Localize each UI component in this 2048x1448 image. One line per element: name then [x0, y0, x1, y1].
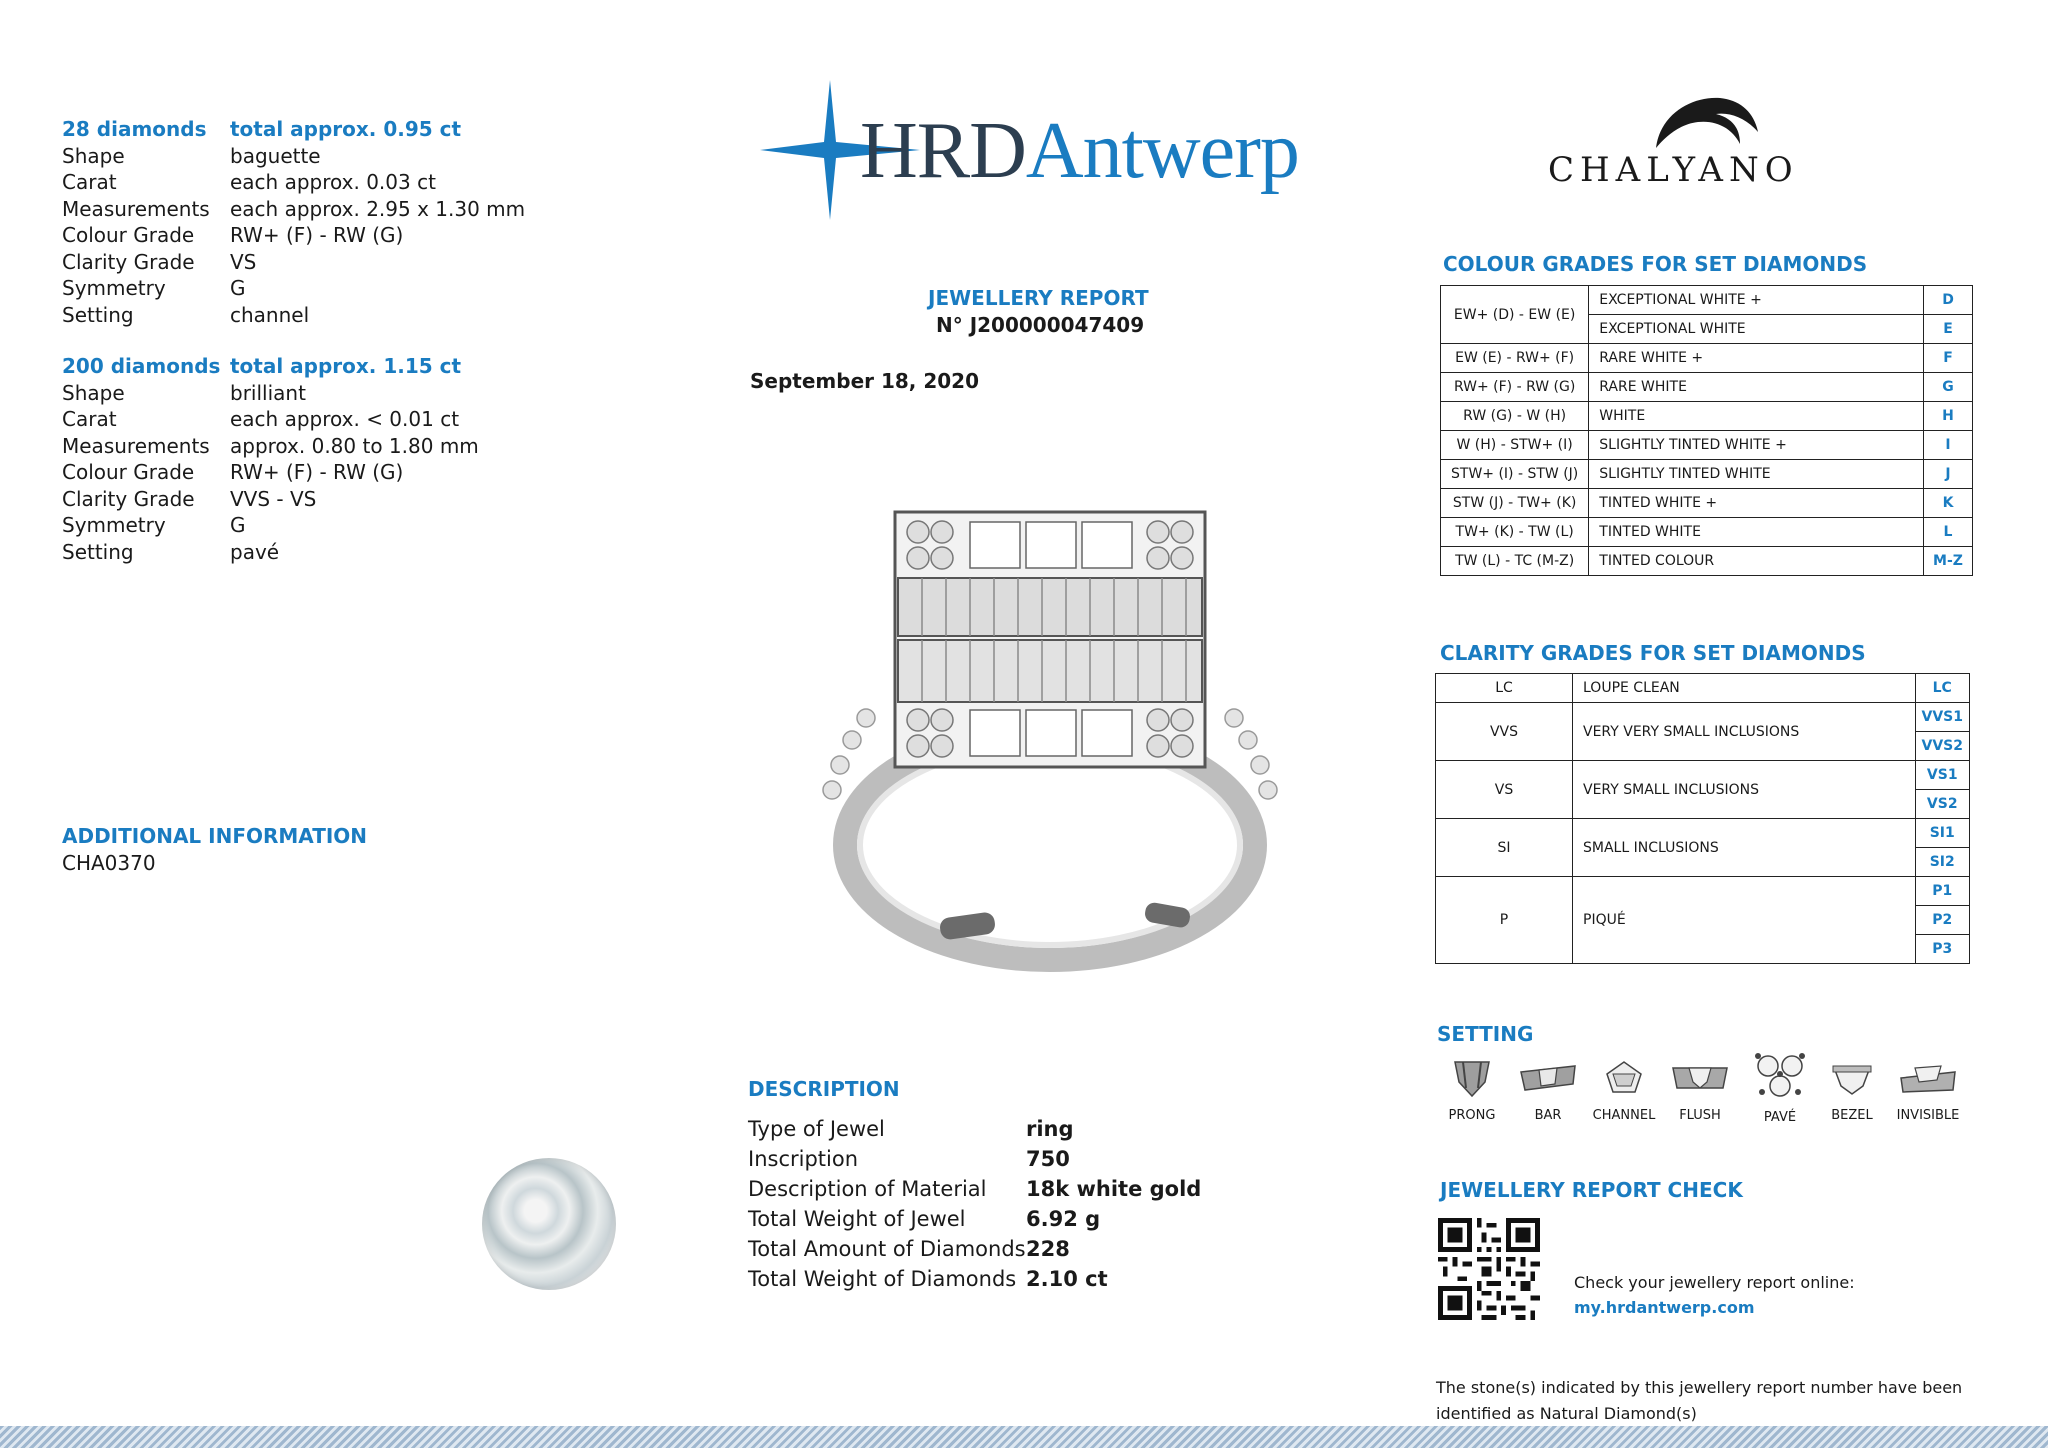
table-row [1441, 286, 1973, 315]
grade-code: VS2 [1915, 790, 1970, 819]
grade-name: TINTED WHITE [1589, 518, 1924, 547]
description-row [748, 1264, 1201, 1294]
field-label: Clarity Grade [62, 486, 195, 511]
ring-photo [810, 500, 1290, 980]
grade-code: H [1924, 402, 1973, 431]
field-value: G [230, 276, 246, 300]
setting-flush [1660, 1058, 1740, 1123]
grade-name: VERY VERY SMALL INCLUSIONS [1573, 703, 1916, 761]
field-value: each approx. < 0.01 ct [230, 407, 460, 431]
group-header [62, 353, 479, 380]
grade-name: RARE WHITE + [1589, 344, 1924, 373]
range-cell: STW+ (I) - STW (J) [1441, 460, 1589, 489]
report-check-link[interactable]: my.hrdantwerp.com [1574, 1298, 1755, 1317]
qr-code[interactable] [1438, 1218, 1540, 1320]
setting-bar [1508, 1058, 1588, 1123]
range-cell: TW+ (K) - TW (L) [1441, 518, 1589, 547]
field-value: VVS - VS [230, 486, 317, 511]
qr-code-icon [1438, 1218, 1540, 1320]
field-value: 2.10 ct [1026, 1267, 1108, 1291]
table-row [1436, 819, 1970, 848]
setting-label: CHANNEL [1592, 1108, 1656, 1123]
field-value: 228 [1026, 1237, 1070, 1261]
range-cell: RW (G) - W (H) [1441, 402, 1589, 431]
setting-bezel [1812, 1058, 1892, 1123]
setting-invisible [1888, 1058, 1968, 1123]
grade-name: EXCEPTIONAL WHITE [1589, 315, 1924, 344]
additional-info-value: CHA0370 [62, 851, 156, 875]
additional-info-title: ADDITIONAL INFORMATION [62, 824, 368, 848]
setting-label: INVISIBLE [1896, 1108, 1960, 1123]
bezel-setting-icon [1829, 1058, 1875, 1100]
field-label: Total Weight of Diamonds [748, 1267, 1017, 1291]
chalyano-text: CHALYANO [1548, 150, 1799, 190]
grade-code: D [1924, 286, 1973, 315]
setting-label: BEZEL [1831, 1108, 1873, 1123]
grade-name: TINTED WHITE + [1589, 489, 1924, 518]
grade-name: TINTED COLOUR [1589, 547, 1924, 576]
bar-setting-icon [1517, 1058, 1579, 1100]
clarity-grades-title: CLARITY GRADES FOR SET DIAMONDS [1440, 641, 1866, 665]
grade-code: F [1924, 344, 1973, 373]
colour-grades-table [1440, 285, 1973, 576]
field-label: Shape [62, 380, 125, 405]
clarity-group: VS [1436, 761, 1573, 819]
report-number: N° J200000047409 [936, 313, 1145, 337]
field-value: VS [230, 249, 257, 274]
table-row [1441, 344, 1973, 373]
table-row [1441, 547, 1973, 576]
table-row [1441, 402, 1973, 431]
colour-grades-title: COLOUR GRADES FOR SET DIAMONDS [1443, 252, 1868, 276]
pave-setting-icon [1754, 1052, 1806, 1102]
field-label: Measurements [62, 433, 210, 458]
field-value: ring [1026, 1117, 1074, 1141]
hologram-sticker [482, 1158, 616, 1290]
report-date: September 18, 2020 [750, 369, 980, 393]
grade-code: I [1924, 431, 1973, 460]
hrd-text: HRD [860, 107, 1026, 195]
field-label: Total Weight of Jewel [748, 1207, 966, 1231]
field-value: pavé [230, 539, 280, 564]
setting-label: FLUSH [1679, 1108, 1721, 1123]
grade-name: WHITE [1589, 402, 1924, 431]
range-cell: TW (L) - TC (M-Z) [1441, 547, 1589, 576]
antwerp-text: Antwerp [1025, 107, 1299, 195]
grade-code: E [1924, 315, 1973, 344]
field-label: Description of Material [748, 1177, 987, 1201]
range-cell: EW (E) - RW+ (F) [1441, 344, 1589, 373]
chalyano-emblem-icon [1650, 92, 1760, 150]
grade-code: SI1 [1915, 819, 1970, 848]
channel-setting-icon [1601, 1058, 1647, 1100]
group-total: total approx. 1.15 ct [230, 354, 462, 378]
setting-label: PAVÉ [1763, 1110, 1797, 1125]
range-cell: RW+ (F) - RW (G) [1441, 373, 1589, 402]
group-header [62, 116, 525, 143]
grade-name: VERY SMALL INCLUSIONS [1573, 761, 1916, 819]
grade-code: VS1 [1915, 761, 1970, 790]
report-check-text: Check your jewellery report online: [1574, 1273, 1855, 1292]
field-value: channel [230, 302, 310, 327]
field-label: Inscription [748, 1147, 859, 1171]
setting-prong [1432, 1058, 1512, 1123]
grade-name: SLIGHTLY TINTED WHITE [1589, 460, 1924, 489]
grade-code: L [1924, 518, 1973, 547]
setting-label: PRONG [1448, 1108, 1496, 1123]
field-value: RW+ (F) - RW (G) [230, 223, 404, 247]
grade-code: VVS2 [1915, 732, 1970, 761]
grade-name: SLIGHTLY TINTED WHITE + [1589, 431, 1924, 460]
field-value: brilliant [230, 380, 306, 405]
grade-code: P2 [1915, 906, 1970, 935]
description-table [748, 1114, 1201, 1294]
field-label: Colour Grade [62, 460, 195, 484]
field-value: each approx. 0.03 ct [230, 170, 436, 194]
table-row [1436, 761, 1970, 790]
field-value: 6.92 g [1026, 1207, 1101, 1231]
clarity-group: P [1436, 877, 1573, 964]
clarity-grades-table [1435, 673, 1970, 964]
grade-code: J [1924, 460, 1973, 489]
natural-diamond-note-line1: The stone(s) indicated by this jewellery report number have been [1436, 1378, 1963, 1397]
field-label: Carat [62, 170, 117, 194]
field-label: Measurements [62, 196, 210, 221]
description-row [748, 1234, 1201, 1264]
field-label: Setting [62, 539, 134, 564]
report-title: JEWELLERY REPORT [928, 286, 1149, 310]
stone-group-baguette [62, 116, 525, 328]
description-row [748, 1204, 1201, 1234]
grade-name: SMALL INCLUSIONS [1573, 819, 1916, 877]
description-row [748, 1174, 1201, 1204]
field-value: 750 [1026, 1147, 1070, 1171]
grade-code: P3 [1915, 935, 1970, 964]
field-label: Symmetry [62, 276, 166, 300]
table-row [1436, 703, 1970, 732]
setting-channel [1584, 1058, 1664, 1123]
table-row [1436, 877, 1970, 906]
field-value: 18k white gold [1026, 1177, 1202, 1201]
clarity-group: VVS [1436, 703, 1573, 761]
table-row [1436, 674, 1970, 703]
field-value: approx. 0.80 to 1.80 mm [230, 433, 479, 458]
field-label: Carat [62, 407, 117, 431]
field-value: RW+ (F) - RW (G) [230, 460, 404, 484]
flush-setting-icon [1669, 1058, 1731, 1100]
group-count: 28 diamonds [62, 117, 207, 141]
clarity-group: SI [1436, 819, 1573, 877]
field-label: Colour Grade [62, 223, 195, 247]
grade-name: EXCEPTIONAL WHITE + [1589, 286, 1924, 315]
setting-pave [1740, 1052, 1820, 1125]
prong-setting-icon [1449, 1058, 1495, 1100]
grade-code: P1 [1915, 877, 1970, 906]
invisible-setting-icon [1897, 1058, 1959, 1100]
field-label: Type of Jewel [748, 1117, 885, 1141]
field-value: baguette [230, 143, 321, 168]
grade-name: RARE WHITE [1589, 373, 1924, 402]
setting-title: SETTING [1437, 1022, 1534, 1046]
field-label: Setting [62, 302, 134, 327]
description-title: DESCRIPTION [748, 1077, 900, 1101]
grade-name: LOUPE CLEAN [1573, 674, 1916, 703]
table-row [1441, 489, 1973, 518]
grade-code: VVS1 [1915, 703, 1970, 732]
stone-group-brilliant [62, 353, 479, 565]
field-label: Symmetry [62, 513, 166, 537]
table-row [1441, 518, 1973, 547]
hrd-antwerp-logo [760, 80, 1320, 220]
range-cell: STW (J) - TW+ (K) [1441, 489, 1589, 518]
security-stripe [0, 1426, 2048, 1448]
range-cell: W (H) - STW+ (I) [1441, 431, 1589, 460]
setting-label: BAR [1534, 1108, 1562, 1123]
field-label: Total Amount of Diamonds [748, 1237, 1026, 1261]
grade-code: LC [1915, 674, 1970, 703]
grade-code: K [1924, 489, 1973, 518]
grade-code: G [1924, 373, 1973, 402]
report-check-title: JEWELLERY REPORT CHECK [1440, 1178, 1743, 1202]
natural-diamond-note-line2: identified as Natural Diamond(s) [1436, 1404, 1697, 1423]
table-row [1441, 431, 1973, 460]
field-label: Shape [62, 143, 125, 168]
clarity-group: LC [1436, 674, 1573, 703]
grade-code: M-Z [1924, 547, 1973, 576]
field-value: G [230, 513, 246, 537]
description-row [748, 1114, 1201, 1144]
range-cell: EW+ (D) - EW (E) [1441, 286, 1589, 344]
field-label: Clarity Grade [62, 249, 195, 274]
table-row [1441, 373, 1973, 402]
group-total: total approx. 0.95 ct [230, 117, 462, 141]
description-row [748, 1144, 1201, 1174]
chalyano-logo [1540, 92, 1880, 192]
table-row [1441, 460, 1973, 489]
field-value: each approx. 2.95 x 1.30 mm [230, 196, 526, 221]
group-count: 200 diamonds [62, 354, 221, 378]
grade-name: PIQUÉ [1573, 877, 1916, 964]
grade-code: SI2 [1915, 848, 1970, 877]
